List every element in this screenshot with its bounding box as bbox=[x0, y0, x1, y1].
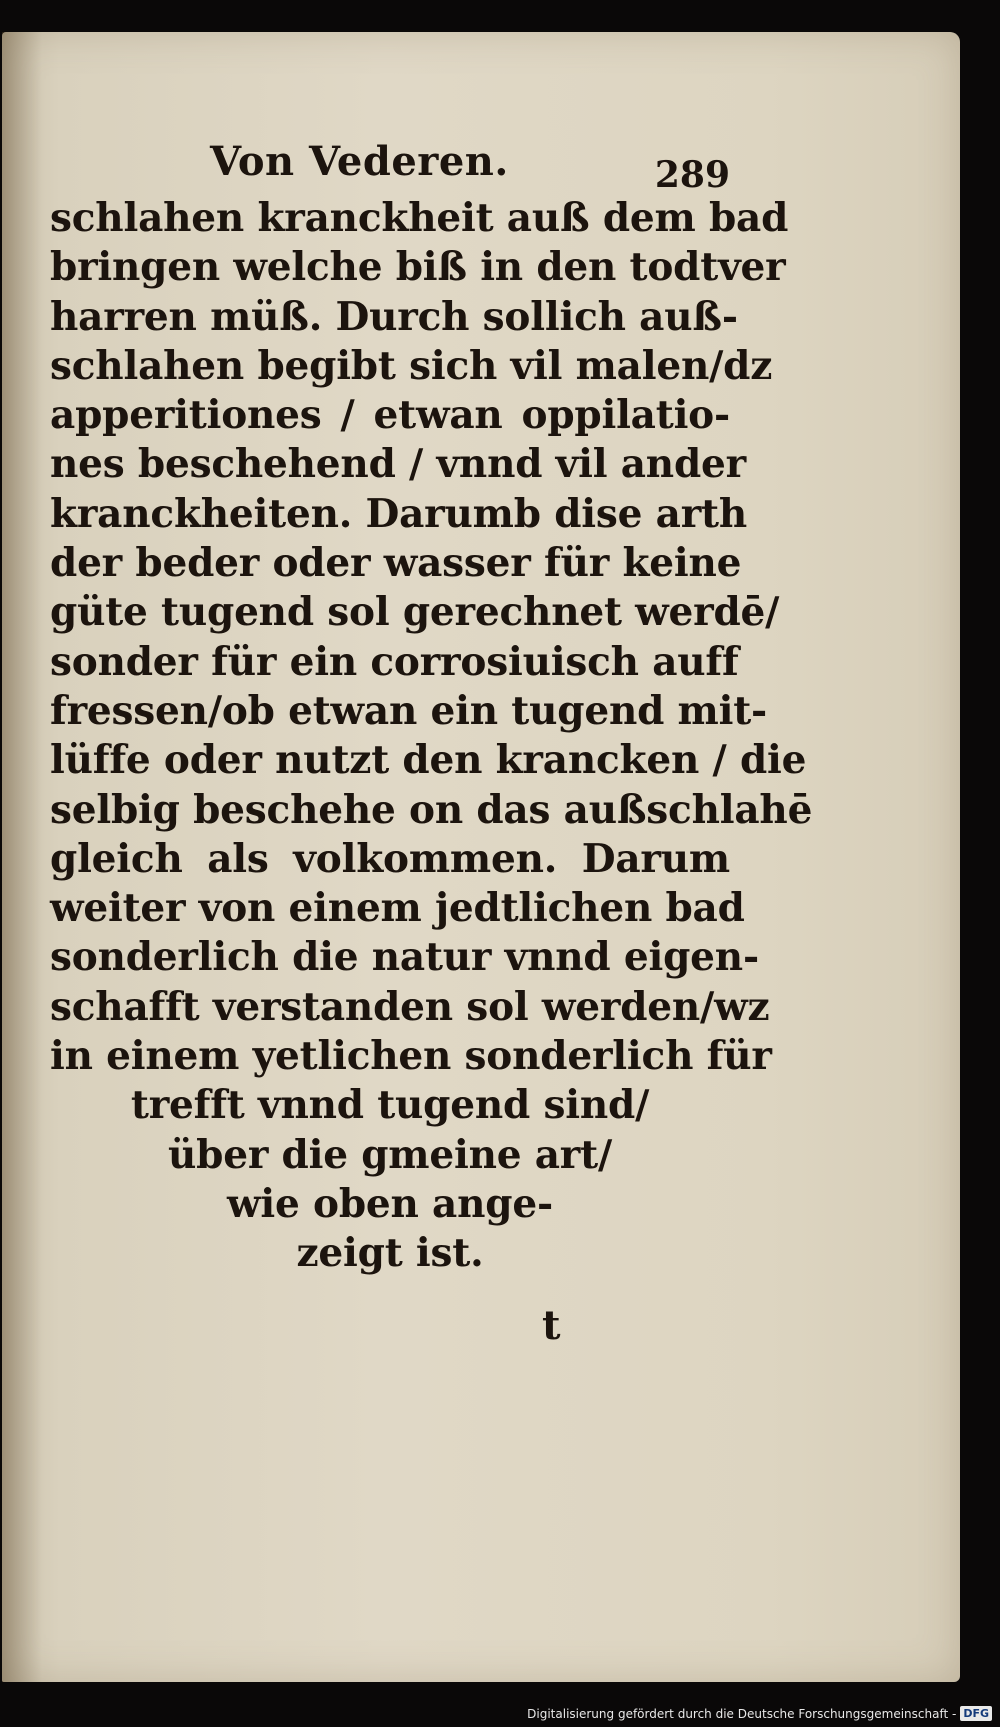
dfg-logo: DFG bbox=[960, 1706, 992, 1721]
body-line: in einem yetlichen sonderlich für bbox=[50, 1033, 772, 1080]
footer-credit: Digitalisierung gefördert durch die Deutsche Forschungsgemeinschaft - bbox=[527, 1706, 957, 1721]
page-header bbox=[50, 132, 730, 194]
text-block bbox=[50, 132, 813, 1279]
body-line: sonderlich die natur vnnd eigen- bbox=[50, 934, 759, 981]
body-line: gleich als volkommen. Darum bbox=[50, 835, 730, 882]
body-line: schafft verstanden sol werden/wz bbox=[50, 983, 770, 1030]
body-line: lüffe oder nutzt den krancken / die bbox=[50, 737, 807, 784]
book-page bbox=[2, 32, 960, 1682]
body-line: fressen/ob etwan ein tugend mit- bbox=[50, 687, 768, 734]
body-line: selbig beschehe on das außschlahē bbox=[50, 786, 813, 833]
body-line: der beder oder wasser für keine bbox=[50, 540, 742, 587]
body-line: apperitiones / etwan oppilatio- bbox=[50, 392, 730, 439]
running-title: Von Vederen. bbox=[210, 138, 509, 185]
body-line-centered: über die gmeine art/ bbox=[167, 1131, 613, 1178]
body-line: kranckheiten. Darumb dise arth bbox=[50, 490, 748, 537]
body-line: weiter von einem jedtlichen bad bbox=[50, 885, 745, 932]
body-line-centered: wie oben ange- bbox=[227, 1180, 553, 1227]
body-line: nes beschehend / vnnd vil ander bbox=[50, 441, 746, 488]
body-line: harren müß. Durch sollich auß- bbox=[50, 293, 738, 340]
signature-mark: t bbox=[542, 1302, 561, 1349]
page-number: 289 bbox=[654, 154, 730, 196]
body-line-centered: trefft vnnd tugend sind/ bbox=[130, 1082, 650, 1129]
body-line: güte tugend sol gerechnet werdē/ bbox=[50, 589, 780, 636]
body-line: schlahen begibt sich vil malen/dz bbox=[50, 342, 773, 389]
digitization-footer bbox=[527, 1706, 992, 1721]
body-line: schlahen kranckheit auß dem bad bbox=[50, 195, 789, 241]
body-line: sonder für ein corrosiuisch auff bbox=[50, 638, 739, 685]
body-line-centered: zeigt ist. bbox=[296, 1230, 484, 1277]
body-line: bringen welche biß in den todtver bbox=[50, 244, 786, 291]
